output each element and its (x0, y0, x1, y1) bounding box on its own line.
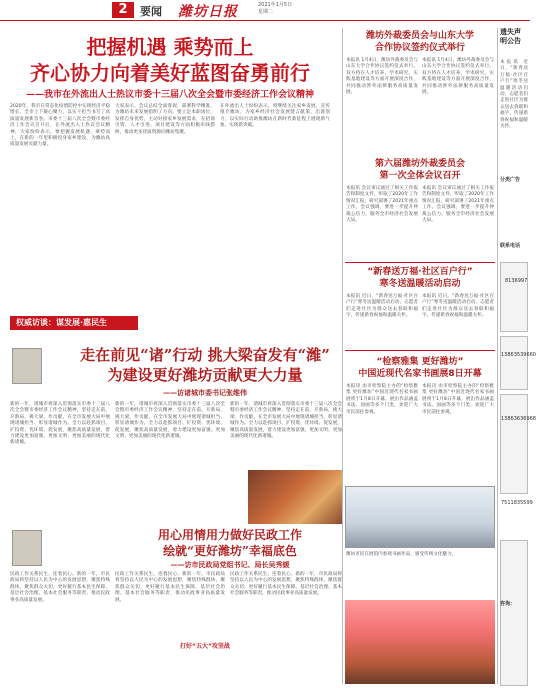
page-number: 2 (112, 2, 134, 18)
article-b-headline (110, 527, 350, 559)
article-a-body-col3: 新的一年，诸城市将深入贯彻落实市委十三届八次全会暨市委经济工作会议精神，坚持走在前、开新局，挑大梁、作贡献，在全市发展大局中展现诸城担当、彰显诸城作为。全力以赴抓项目、扩投资、优环境、促发展，聚焦高质量发展，着力建设更加富强、更加文明、更加美丽的现代化新诸城。 (230, 402, 342, 440)
article-a-subtitle: ——访诸城市委书记张维伟 (163, 389, 247, 397)
column-divider (342, 28, 343, 684)
lead-subtitle: ——我市在外流出人士热议市委十三届八次全会暨市委经济工作会议精神 (25, 90, 314, 100)
right-top-title-line2: 合作协议签约仪式举行 (374, 43, 465, 53)
right-bottom-body-col1: 本报讯 由市检察院主办的“检察雅集 更好潍坊”中国近现代名家书画展将于1月8日开幕，展出作品涵盖书法、国画等多个门类，欢迎广大市民前往参观。 (346, 384, 418, 415)
header-date: 2021年1月5日 (258, 2, 293, 8)
right-rule-2 (345, 350, 495, 351)
right-mid-body-col1: 本报讯 会议审议通过了相关工作报告和制度文件，听取了2020年工作情况汇报，研究部署了2021年重点工作。会议强调，要进一步提升仲裁公信力，服务全市经济社会发展大局。 (346, 186, 418, 224)
right-rule-1 (345, 262, 495, 263)
right-top-body-col1: 本报讯 1月4日，潍坊外裁委员会与山东大学合作协议签约仪式举行。双方将在人才培养、学术研究、实践基地建设等方面开展深度合作，共同推动涉外法律服务高质量发展。 (346, 58, 418, 96)
ad-strip-divider (497, 28, 498, 684)
article-b-subtitle: ——访市民政局党组书记、局长吴秀媛 (170, 561, 290, 569)
right-mid-title-line1: 第六届潍坊外裁委员会 (374, 159, 465, 169)
ad-box-1 (500, 262, 528, 332)
article-b-body-col3: 民政工作关系民生、连着民心。新的一年，市民政局将坚持以人民为中心的发展思想，聚焦特殊群体、聚焦群众关切，更好履行基本民生保障、基层社会治理、基本社会服务等职责，推动民政事业高质量发展。 (230, 572, 342, 597)
right-low-body-col2: 本报讯 近日，“新春送万福·社区百户行”寒冬送温暖活动启动，志愿者们走进社区为群众送去春联和福字，传递新春祝福和温暖关怀。 (422, 294, 494, 319)
sub-section-label: 打好“五大”攻坚战 (180, 643, 230, 650)
article-a-body-col1: 新的一年，诸城市将深入贯彻落实市委十三届八次全会暨市委经济工作会议精神，坚持走在前、开新局，挑大梁、作贡献，在全市发展大局中展现诸城担当、彰显诸城作为。全力以赴抓项目、扩投资、优环境、促发展，聚焦高质量发展，着力建设更加富强、更加文明、更加美丽的现代化新诸城。 (10, 402, 110, 446)
right-mid-body-col2: 本报讯 会议审议通过了相关工作报告和制度文件，听取了2020年工作情况汇报，研究部署了2021年重点工作。会议强调，要进一步提升仲裁公信力，服务全市经济社会发展大局。 (422, 186, 494, 224)
newspaper-logo: 潍坊日报 (178, 4, 238, 20)
right-bottom-headline (345, 356, 495, 380)
notice-body: 本报讯 近日，“新春送万福·社区百户行”寒冬送温暖活动启动，志愿者们走进社区为群众送去春联和福字，传递新春祝福和温暖关怀。 (500, 60, 528, 130)
portrait-photo-a (12, 348, 42, 384)
lead-title-line1: 把握机遇 乘势而上 (86, 35, 254, 59)
section-name: 要闻 (140, 5, 162, 18)
ad-box-3 (500, 394, 528, 494)
festival-photo (345, 600, 495, 684)
right-low-title-line1: “新春送万福·社区百户行” (367, 267, 473, 277)
exhibition-photo-caption: 潍坊市民在展馆内参观书画作品，感受传统文化魅力。 (346, 552, 457, 557)
ad-box-2 (500, 336, 528, 390)
lead-headline (10, 34, 330, 86)
lead-title-line2: 齐心协力向着美好蓝图奋勇前行 (30, 61, 310, 85)
notice-heading: 遗失声明公告 (500, 28, 521, 45)
article-b-title-line1: 用心用情用力做好民政工作 (157, 528, 302, 542)
phone-label: 联系电话 (500, 243, 521, 249)
section-ribbon: 权威访谈：谋发展·惠民生 (10, 316, 138, 330)
right-low-body-col1: 本报讯 近日，“新春送万福·社区百户行”寒冬送温暖活动启动，志愿者们走进社区为群众送去春联和福字，传递新春祝福和温暖关怀。 (346, 294, 418, 319)
ad-phone-4: 7511835599 (501, 500, 533, 506)
right-mid-title-line2: 第一次全体会议召开 (379, 171, 461, 181)
article-b-title-line2: 绘就“更好潍坊”幸福底色 (163, 544, 297, 558)
right-top-title-line1: 潍坊外裁委员会与山东大学 (365, 31, 474, 41)
header-meta (258, 2, 292, 16)
right-bottom-title-line1: “检察雅集 更好潍坊” (376, 357, 464, 367)
inquiry-label: 咨询： (500, 601, 516, 607)
right-mid-headline (345, 158, 495, 182)
right-low-headline (345, 266, 495, 290)
right-bottom-body-col2: 本报讯 由市检察院主办的“检察雅集 更好潍坊”中国近现代名家书画展将于1月8日开幕，展出作品涵盖书法、国画等多个门类，欢迎广大市民前往参观。 (422, 384, 494, 415)
lead-body-col1: 2020年，我市在常态化疫情防控中实现经济平稳增长，全市上下凝心聚力，以实干担当书写了高质量发展新答卷。市委十三届八次全会暨市委经济工作会议召开后，在外流出人士热议会议精神，大家纷纷表示，要把握发展机遇，乘势而上，在新的一年里积极投身家乡建设，为潍坊高质量发展贡献力量。 (10, 104, 110, 148)
article-a-body-col2: 新的一年，诸城市将深入贯彻落实市委十三届八次全会暨市委经济工作会议精神，坚持走在前、开新局，挑大梁、作贡献，在全市发展大局中展现诸城担当、彰显诸城作为。全力以赴抓项目、扩投资、优环境、促发展，聚焦高质量发展，着力建设更加富强、更加文明、更加美丽的现代化新诸城。 (115, 402, 225, 440)
article-a-title-line2: 为建设更好潍坊贡献更大力量 (107, 366, 303, 384)
lead-body-col3: 在外流出人士纷纷表示，将继续关注家乡发展，宣传推介潍坊，为家乡经济社会发展建言献策、出谋划力，以实际行动助推潍坊在新时代新征程上展现新气象、实现新突破。 (220, 104, 330, 129)
header-rule (0, 20, 530, 21)
article-a-title-line1: 走在前见“诸”行动 挑大梁奋发有“潍” (80, 346, 330, 364)
ad-label: 分类广告 (500, 177, 521, 183)
article-a-headline (60, 345, 350, 385)
lead-body-col2: 大家表示，会议总结全面客观，部署科学精准，为潍坊未来发展指明了方向。要立足本职岗位，发挥自身优势，主动对接家乡发展需求，在招商引资、人才引进、项目建设等方面积极牵线搭桥，推动更多优质资源向潍坊集聚。 (115, 104, 215, 135)
article-b-body-col1: 民政工作关系民生、连着民心。新的一年，市民政局将坚持以人民为中心的发展思想，聚焦特殊群体、聚焦群众关切，更好履行基本民生保障、基层社会治理、基本社会服务等职责，推动民政事业高质量发展。 (10, 572, 110, 603)
page-header (0, 0, 530, 20)
right-bottom-title-line2: 中国近现代名家书画展8日开幕 (358, 369, 482, 379)
article-b-body-col2: 民政工作关系民生、连着民心。新的一年，市民政局将坚持以人民为中心的发展思想，聚焦特殊群体、聚焦群众关切，更好履行基本民生保障、基层社会治理、基本社会服务等职责，推动民政事业高质量发展。 (115, 572, 225, 603)
right-top-body-col2: 本报讯 1月4日，潍坊外裁委员会与山东大学合作协议签约仪式举行。双方将在人才培养、学术研究、实践基地建设等方面开展深度合作，共同推动涉外法律服务高质量发展。 (422, 58, 494, 96)
exhibition-photo (345, 486, 495, 548)
news-photo-mid (248, 470, 342, 524)
right-low-title-line2: 寒冬送温暖活动启动 (379, 279, 461, 289)
ad-phone-2: 13863539660 (501, 352, 536, 358)
ad-box-4 (500, 540, 528, 686)
right-top-headline (345, 30, 495, 54)
ad-phone-3: 13863636968 (501, 416, 536, 422)
ad-phone-1: 8136997 (505, 278, 528, 284)
portrait-photo-b (12, 530, 42, 566)
header-weekday: 星期二 (258, 9, 274, 15)
